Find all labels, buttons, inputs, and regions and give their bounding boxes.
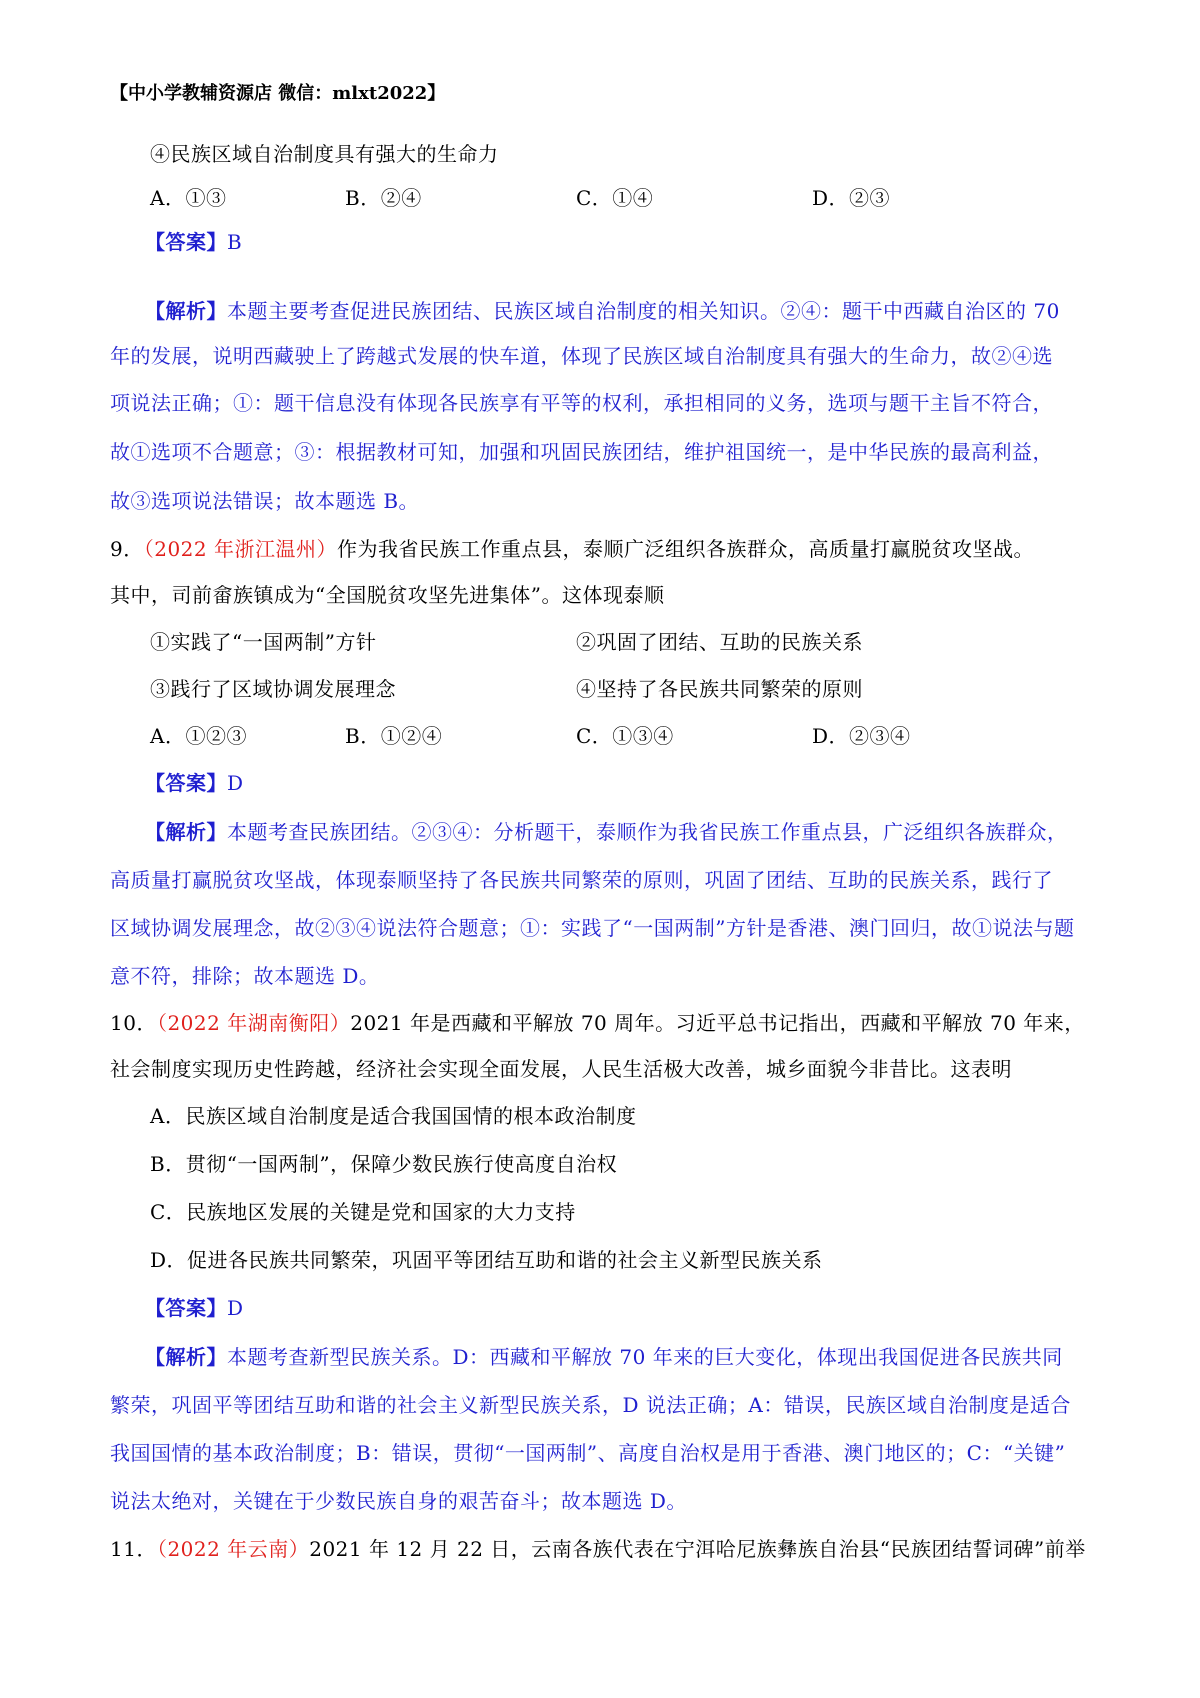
q10-analysis-line-2: 繁荣，巩固平等团结互助和谐的社会主义新型民族关系，D 说法正确；A：错误，民族区域自治制度是适合 (110, 1393, 1071, 1417)
q10-stem-line-1 (110, 1008, 1085, 1038)
q8-choice-a: A．①③ (150, 186, 227, 210)
answer-value: D (227, 771, 244, 795)
analysis-text: 本题主要考查促进民族团结、民族区域自治制度的相关知识。②④：题干中西藏自治区的 70 (227, 299, 1060, 323)
q8-choice-d: D．②③ (812, 186, 891, 210)
q10-choice-d: D．促进各民族共同繁荣，巩固平等团结互助和谐的社会主义新型民族关系 (150, 1248, 823, 1272)
question-number: 11． (110, 1537, 157, 1561)
answer-tag: 【答案】 (145, 230, 227, 254)
q10-stem-line-2: 社会制度实现历史性跨越，经济社会实现全面发展，人民生活极大改善，城乡面貌今非昔比。这表明 (110, 1057, 1012, 1081)
analysis-tag: 【解析】 (145, 820, 227, 844)
q9-stem-line-1 (110, 534, 1034, 564)
q9-answer (145, 768, 244, 798)
answer-tag: 【答案】 (145, 771, 227, 795)
answer-tag: 【答案】 (145, 1296, 227, 1320)
q11-stem-line-1 (110, 1534, 1086, 1564)
q9-choice-d: D．②③④ (812, 724, 911, 748)
q10-analysis-line-4: 说法太绝对，关键在于少数民族自身的艰苦奋斗；故本题选 D。 (110, 1489, 687, 1513)
question-source: （2022 年浙江温州） (143, 537, 337, 561)
q8-choice-b: B．②④ (345, 186, 422, 210)
q10-analysis-line-3: 我国国情的基本政治制度；B：错误，贯彻“一国两制”、高度自治权是用于香港、澳门地区的；C：“关键” (110, 1441, 1066, 1465)
q9-option-4: ④坚持了各民族共同繁荣的原则 (576, 677, 863, 701)
q8-answer (145, 227, 242, 257)
q9-option-3: ③践行了区域协调发展理念 (150, 677, 396, 701)
q8-option-4: ④民族区域自治制度具有强大的生命力 (150, 142, 499, 166)
q9-analysis-line-2: 高质量打赢脱贫攻坚战，体现泰顺坚持了各民族共同繁荣的原则，巩固了团结、互助的民族关系，践行了 (110, 868, 1053, 892)
q8-analysis-line-5: 故③选项说法错误；故本题选 B。 (110, 489, 420, 513)
question-number: 10． (110, 1011, 157, 1035)
analysis-tag: 【解析】 (145, 299, 227, 323)
q9-choice-c: C．①③④ (576, 724, 674, 748)
q9-option-2: ②巩固了团结、互助的民族关系 (576, 630, 863, 654)
answer-value: D (227, 1296, 244, 1320)
analysis-text: 本题考查民族团结。②③④：分析题干，泰顺作为我省民族工作重点县，广泛组织各族群众， (227, 820, 1068, 844)
q10-choice-b: B．贯彻“一国两制”，保障少数民族行使高度自治权 (150, 1152, 618, 1176)
q8-analysis-line-1 (145, 296, 1060, 326)
question-source: （2022 年湖南衡阳） (156, 1011, 351, 1035)
q10-choice-c: C．民族地区发展的关键是党和国家的大力支持 (150, 1200, 576, 1224)
q9-stem-line-2: 其中，司前畲族镇成为“全国脱贫攻坚先进集体”。这体现泰顺 (110, 583, 665, 607)
q9-analysis-line-4: 意不符，排除；故本题选 D。 (110, 964, 380, 988)
stem-text: 2021 年是西藏和平解放 70 周年。习近平总书记指出，西藏和平解放 70 年来， (350, 1011, 1085, 1035)
q9-option-1: ①实践了“一国两制”方针 (150, 630, 377, 654)
q8-analysis-line-2: 年的发展，说明西藏驶上了跨越式发展的快车道，体现了民族区域自治制度具有强大的生命力，故②④选 (110, 344, 1053, 368)
q10-answer (145, 1293, 244, 1323)
stem-text: 2021 年 12 月 22 日，云南各族代表在宁洱哈尼族彝族自治县“民族团结誓词碑”前举 (309, 1537, 1086, 1561)
question-source: （2022 年云南） (156, 1537, 310, 1561)
watermark-header: 【中小学教辅资源店 微信：mlxt2022】 (110, 83, 446, 104)
question-number: 9． (110, 537, 144, 561)
q9-choice-b: B．①②④ (345, 724, 443, 748)
q9-analysis-line-3: 区域协调发展理念，故②③④说法符合题意；①：实践了“一国两制”方针是香港、澳门回归，故①说法与题 (110, 916, 1075, 940)
stem-text: 作为我省民族工作重点县，泰顺广泛组织各族群众，高质量打赢脱贫攻坚战。 (337, 537, 1034, 561)
analysis-tag: 【解析】 (145, 1345, 227, 1369)
q10-choice-a: A．民族区域自治制度是适合我国国情的根本政治制度 (150, 1104, 637, 1128)
q9-choice-a: A．①②③ (150, 724, 247, 748)
q8-choice-c: C．①④ (576, 186, 654, 210)
q8-analysis-line-3: 项说法正确；①：题干信息没有体现各民族享有平等的权利，承担相同的义务，选项与题干主旨不符合， (110, 391, 1053, 415)
q9-analysis-line-1 (145, 817, 1068, 847)
analysis-text: 本题考查新型民族关系。D：西藏和平解放 70 年来的巨大变化，体现出我国促进各民族共同 (227, 1345, 1063, 1369)
answer-value: B (227, 230, 243, 254)
q10-analysis-line-1 (145, 1342, 1063, 1372)
q8-analysis-line-4: 故①选项不合题意；③：根据教材可知，加强和巩固民族团结，维护祖国统一，是中华民族的最高利益， (110, 440, 1053, 464)
